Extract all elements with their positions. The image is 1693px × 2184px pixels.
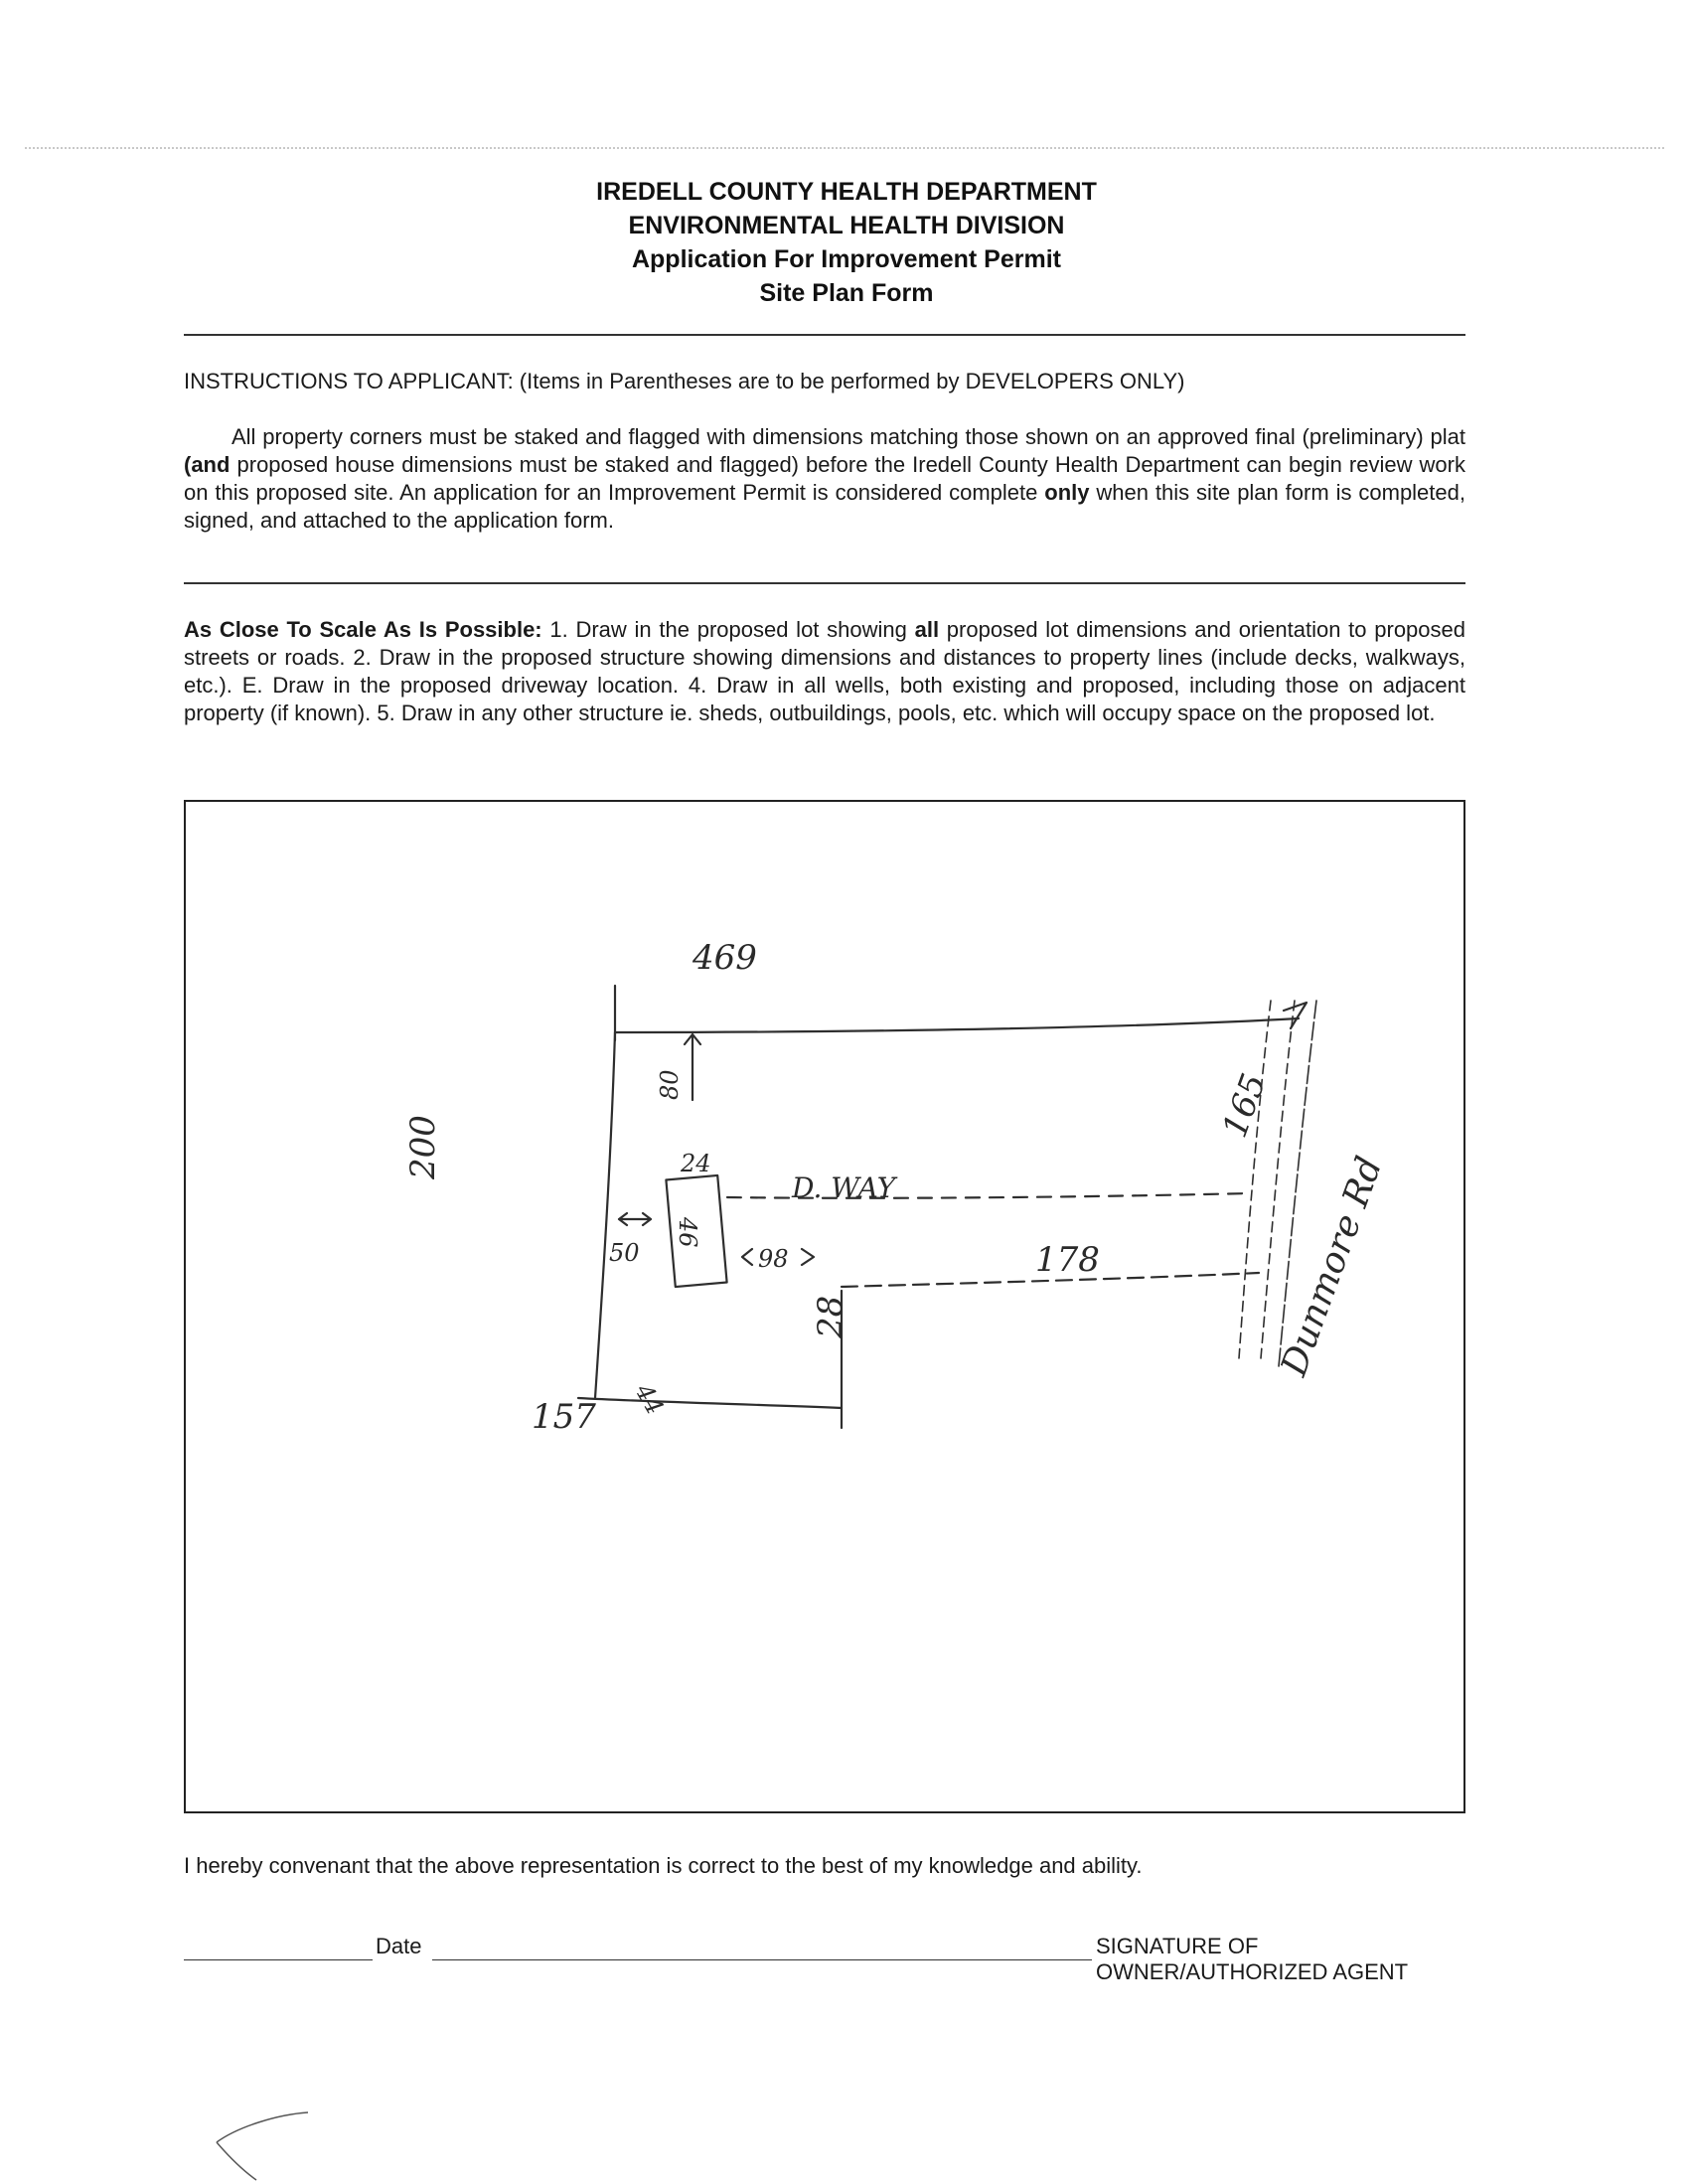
scale-instructions-text-1: 1. Draw in the proposed lot showing xyxy=(541,617,915,642)
instructions-text-1: All property corners must be staked and flagged with dimensions matching those shown on an approved final (preliminary) plat xyxy=(231,424,1465,449)
scan-dotted-line xyxy=(25,147,1664,149)
dist-98: 98 xyxy=(758,1245,789,1273)
house-width: 24 xyxy=(681,1150,711,1177)
driveway-label: D. WAY xyxy=(792,1171,896,1204)
road-edge-2 xyxy=(1261,1001,1295,1358)
certification-statement: I hereby convenant that the above representation is correct to the best of my knowledge and ability. xyxy=(184,1853,1143,1878)
header-form-title: Site Plan Form xyxy=(759,279,934,307)
signature-line[interactable] xyxy=(432,1959,1092,1960)
dim-178: 178 xyxy=(1035,1240,1100,1280)
setback-left-arrow xyxy=(619,1213,651,1225)
header-division: ENVIRONMENTAL HEALTH DIVISION xyxy=(628,212,1065,239)
setback-front-arrow xyxy=(685,1034,700,1100)
scale-instructions-text-2: proposed lot dimensions and orientation to proposed streets or roads. 2. Draw in the proposed structure showing dimensions and distances to property lines (include decks, walkways, etc.). E. Draw in the proposed driveway location. 4. Draw in all wells, both existing and proposed, including those on adjacent property (if known). 5. Draw in any other structure ie. sheds, outbuildings, pools, etc. which will occupy space on the proposed lot. xyxy=(184,617,1466,725)
site-plan-sketch xyxy=(186,802,1463,1811)
dist-98-arrow-r xyxy=(802,1249,814,1265)
header-divider xyxy=(184,334,1465,336)
house-depth: 46 xyxy=(674,1217,701,1248)
setback-left: 50 xyxy=(609,1239,640,1267)
lot-left-line xyxy=(595,1032,615,1398)
setback-front: 80 xyxy=(656,1069,684,1100)
instructions-bold-and: (and xyxy=(184,452,231,477)
header-application: Application For Improvement Permit xyxy=(631,245,1061,273)
signature-label: SIGNATURE OF OWNER/AUTHORIZED AGENT xyxy=(1096,1934,1409,1984)
lot-corner-marker xyxy=(1284,1003,1307,1028)
form-header xyxy=(0,175,1693,310)
lot-top-line xyxy=(615,1018,1299,1032)
instructions-body xyxy=(184,423,1465,535)
instructions-text-2: proposed house dimensions must be staked and flagged) before the Iredell County Health Department can begin review work on this proposed site. An application for an Improvement Permit is considered complete xyxy=(184,452,1465,505)
instructions-heading: INSTRUCTIONS TO APPLICANT: (Items in Parentheses are to be performed by DEVELOPERS ONLY) xyxy=(184,369,1185,393)
dim-bottom-left: 157 xyxy=(532,1397,596,1437)
date-value-line[interactable] xyxy=(184,1959,373,1960)
site-plan-drawing-area[interactable] xyxy=(184,800,1465,1813)
road-name: Dunmore Rd xyxy=(1273,1151,1391,1382)
instructions-text-3: when this site plan form is completed, signed, and attached to the application form. xyxy=(184,480,1465,533)
dim-top: 469 xyxy=(693,938,757,978)
dim-right: 165 xyxy=(1214,1068,1275,1144)
scan-stray-mark xyxy=(209,2105,318,2184)
date-label: Date xyxy=(376,1934,422,1958)
instructions-divider xyxy=(184,582,1465,584)
signature-block xyxy=(184,1932,1465,1984)
scale-instructions-bold-all: all xyxy=(914,617,940,642)
house-side: 44 xyxy=(629,1379,670,1420)
dim-left: 200 xyxy=(403,1115,443,1179)
header-department: IREDELL COUNTY HEALTH DEPARTMENT xyxy=(596,178,1097,206)
scale-instructions-lead: As Close To Scale As Is Possible: xyxy=(184,617,542,642)
lot-bottom-line xyxy=(578,1398,842,1408)
dist-98-arrow xyxy=(742,1249,752,1265)
instructions-bold-only: only xyxy=(1044,480,1090,505)
scale-instructions xyxy=(184,616,1465,727)
dim-small: 28 xyxy=(811,1295,850,1338)
